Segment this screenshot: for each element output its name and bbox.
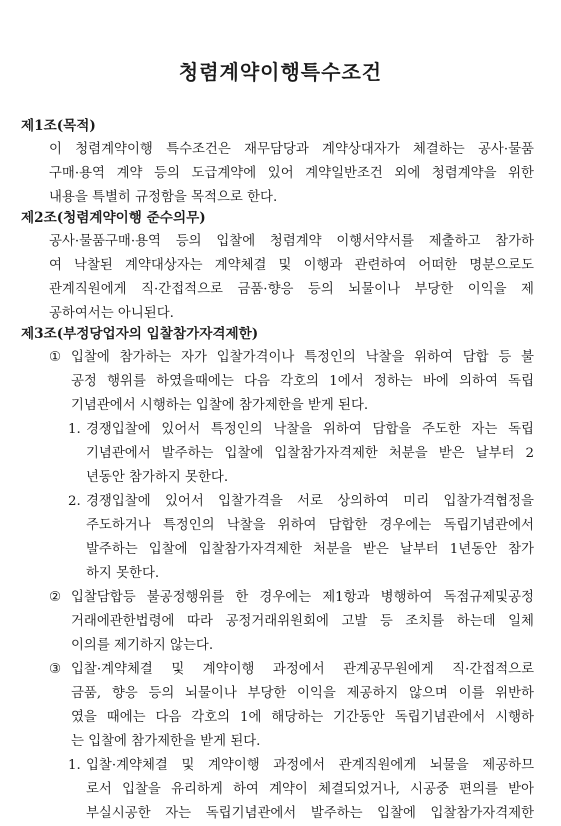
text-line: 였을 때에는 다음 각호의 1에 해당하는 기간동안 독립기념관에서 시행하 (71, 710, 534, 725)
text-line: 주도하거나 특정인의 낙찰을 위하여 담합한 경우에는 독립기념관에서 (86, 518, 534, 533)
article-3 (21, 322, 534, 826)
text-line: 기념관에서 시행하는 입찰에 참가제한을 받게 된다. (71, 398, 369, 413)
article-1 (21, 114, 534, 210)
text-line: 로서 입찰을 유리하게 하여 계약이 체결되었거나, 시공중 편의를 받아 (86, 782, 534, 797)
text-line: 경쟁입찰에 있어서 특정인의 낙찰을 위하여 담합을 주도한 자는 독립 (86, 422, 534, 437)
clause-3 (21, 658, 534, 754)
clause-1-item-1 (21, 418, 534, 490)
text-line: 년동안 참가하지 못한다. (86, 470, 229, 485)
text-line: 여 낙찰된 계약대상자는 계약체결 및 이행과 관련하여 어떠한 명분으로도 (49, 258, 534, 273)
item-marker: 2. (68, 494, 81, 509)
clause-3-item-1 (21, 754, 534, 826)
text-line: 입찰·계약체결 및 계약이행 과정에서 관계공무원에게 직·간접적으로 (71, 662, 534, 677)
clause-1-item-2 (21, 490, 534, 586)
clause-marker: ② (49, 590, 62, 605)
article-heading: 제3조(부정당업자의 입찰참가자격제한) (21, 326, 259, 342)
clause-1 (21, 346, 534, 418)
article-heading: 제2조(청렴계약이행 준수의무) (21, 210, 206, 226)
article-2 (21, 206, 534, 326)
text-line: 이의를 제기하지 않는다. (71, 638, 214, 653)
article-body (21, 138, 534, 210)
text-line: 입찰담합등 불공정행위를 한 경우에는 제1항과 병행하여 독점규제및공정 (71, 590, 534, 605)
item-marker: 1. (68, 758, 81, 773)
text-line: 는 입찰에 참가제한을 받게 된다. (71, 734, 261, 749)
item-marker: 1. (68, 422, 81, 437)
text-line: 기념관에서 발주하는 입찰에 입찰참가자격제한 처분을 받은 날부터 2 (86, 446, 534, 461)
text-line: 하지 못한다. (86, 566, 160, 581)
text-line: 경쟁입찰에 있어서 입찰가격을 서로 상의하여 미리 입찰가격협정을 (86, 494, 534, 509)
clause-marker: ③ (49, 662, 62, 677)
text-line: 입찰에 참가하는 자가 입찰가격이나 특정인의 낙찰을 위하여 담합 등 불 (71, 350, 534, 365)
article-heading: 제1조(목적) (21, 118, 96, 134)
text-line: 이 청렴계약이행 특수조건은 재무담당과 계약상대자가 체결하는 공사·물품 (49, 142, 534, 157)
text-line: 금품, 향응 등의 뇌물이나 부당한 이익을 제공하지 않으며 이를 위반하 (71, 686, 534, 701)
clause-2 (21, 586, 534, 658)
clause-marker: ① (49, 350, 62, 365)
text-line: 발주하는 입찰에 입찰참가자격제한 처분을 받은 날부터 1년동안 참가 (86, 542, 534, 557)
text-line: 거래에관한법령에 따라 공정거래위원회에 고발 등 조치를 하는데 일체 (71, 614, 534, 629)
text-line: 입찰·계약체결 및 계약이행 과정에서 관계직원에게 뇌물을 제공하므 (86, 758, 534, 773)
text-line: 관계직원에게 직·간접적으로 금품·향응 등의 뇌물이나 부당한 이익을 제 (49, 282, 534, 297)
text-line: 공정 행위를 하였을때에는 다음 각호의 1에서 정하는 바에 의하여 독립 (71, 374, 534, 389)
text-line: 공사·물품구매·용역 등의 입찰에 청렴계약 이행서약서를 제출하고 참가하 (49, 234, 534, 249)
text-line: 공하여서는 아니된다. (49, 306, 174, 321)
document-title: 청렴계약이행특수조건 (178, 60, 383, 84)
text-line: 내용을 특별히 규정함을 목적으로 한다. (49, 190, 278, 205)
text-line: 구매·용역 계약 등의 도급계약에 있어 계약일반조건 외에 청렴계약을 위한 (49, 166, 534, 181)
article-body (21, 230, 534, 326)
text-line: 부실시공한 자는 독립기념관에서 발주하는 입찰에 입찰참가자격제한 (86, 806, 534, 821)
